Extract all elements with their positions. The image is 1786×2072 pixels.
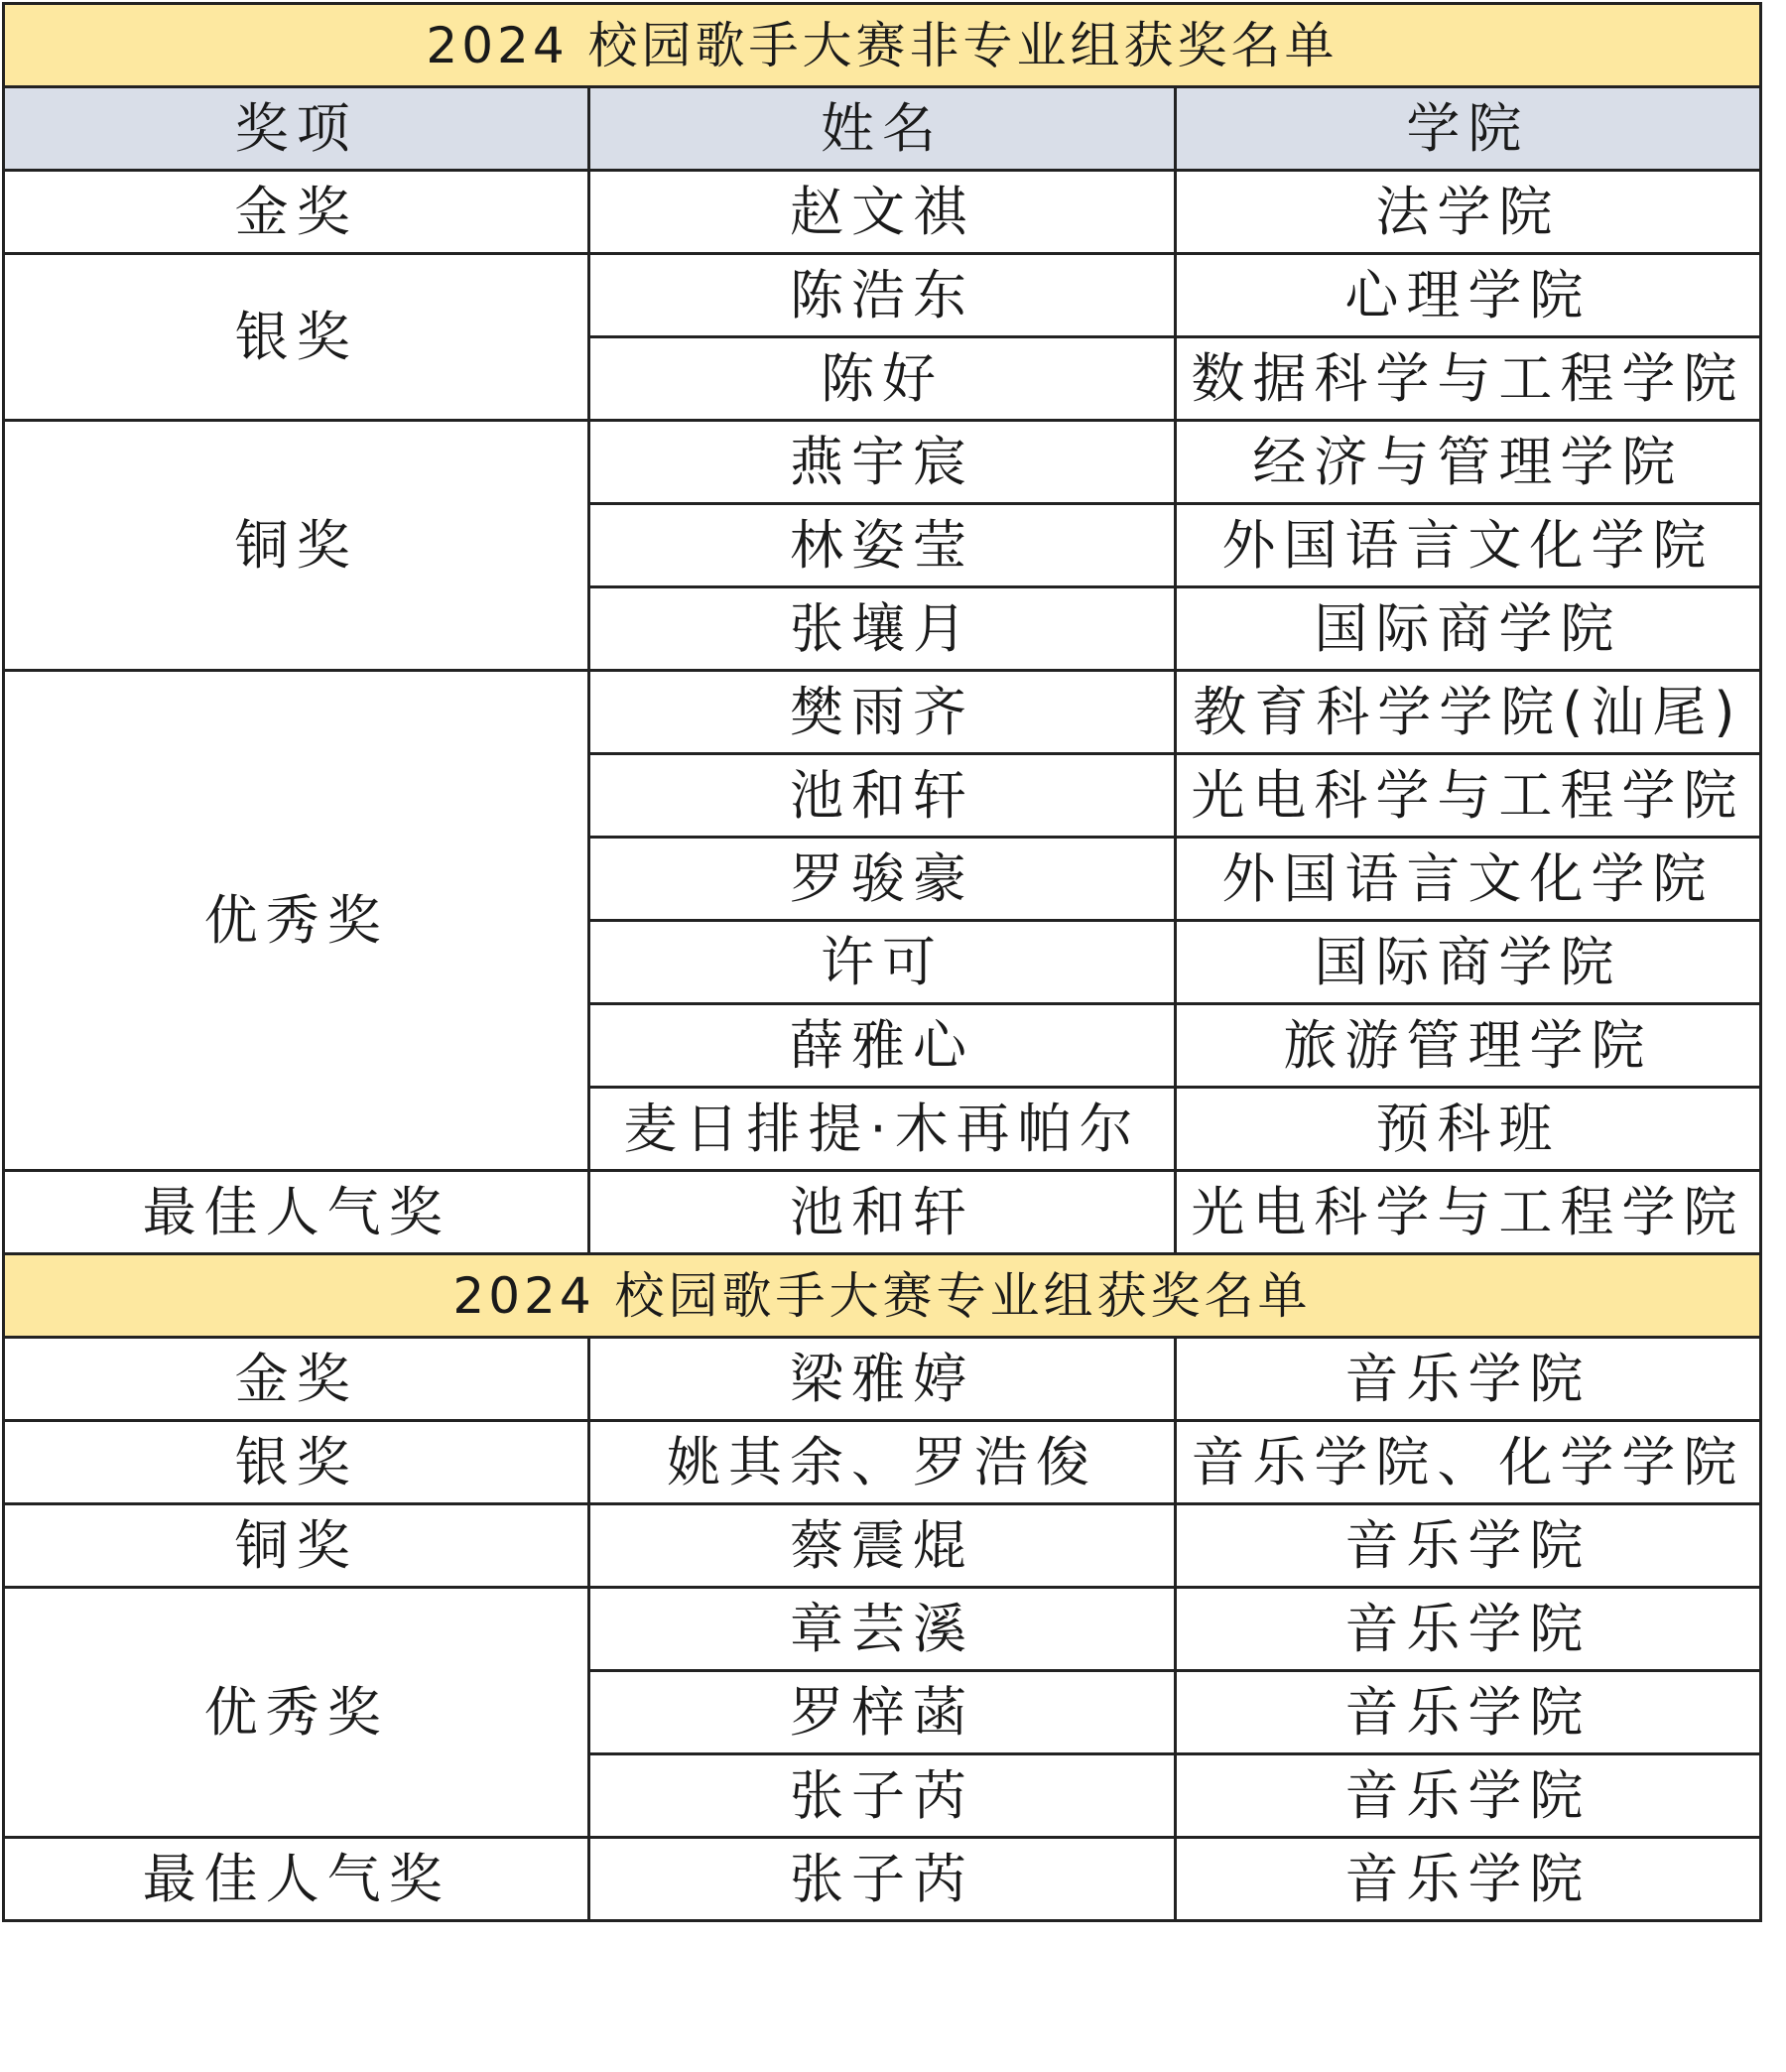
award-cell: 铜奖 [4,1504,589,1588]
name-cell: 姚其余、罗浩俊 [589,1421,1175,1504]
section-title-row [4,1254,1761,1338]
college-cell: 音乐学院 [1175,1671,1760,1754]
name-cell: 张子芮 [589,1754,1175,1838]
award-cell: 优秀奖 [4,671,589,1171]
college-cell: 心理学院 [1175,254,1760,337]
name-cell: 薛雅心 [589,1004,1175,1088]
award-cell: 最佳人气奖 [4,1171,589,1254]
college-cell: 光电科学与工程学院 [1175,1171,1760,1254]
award-cell: 金奖 [4,171,589,254]
award-cell: 最佳人气奖 [4,1838,589,1921]
name-cell: 许可 [589,921,1175,1004]
table-row [4,421,1761,504]
college-cell: 音乐学院 [1175,1754,1760,1838]
table-row [4,1171,1761,1254]
college-cell: 外国语言文化学院 [1175,838,1760,921]
table-row [4,1421,1761,1504]
table-row [4,1588,1761,1671]
column-header-name: 姓名 [589,87,1175,171]
table-body [4,4,1761,1921]
name-cell: 池和轩 [589,1171,1175,1254]
college-cell: 法学院 [1175,171,1760,254]
college-cell: 预科班 [1175,1088,1760,1171]
name-cell: 林姿莹 [589,504,1175,587]
college-cell: 音乐学院 [1175,1588,1760,1671]
college-cell: 国际商学院 [1175,587,1760,671]
name-cell: 罗骏豪 [589,838,1175,921]
college-cell: 音乐学院、化学学院 [1175,1421,1760,1504]
college-cell: 外国语言文化学院 [1175,504,1760,587]
name-cell: 梁雅婷 [589,1338,1175,1421]
name-cell: 罗梓菡 [589,1671,1175,1754]
name-cell: 陈好 [589,337,1175,421]
award-cell: 银奖 [4,1421,589,1504]
college-cell: 音乐学院 [1175,1504,1760,1588]
table-row [4,171,1761,254]
college-cell: 经济与管理学院 [1175,421,1760,504]
college-cell: 旅游管理学院 [1175,1004,1760,1088]
name-cell: 池和轩 [589,754,1175,838]
section-title-row [4,4,1761,87]
name-cell: 赵文祺 [589,171,1175,254]
section-title: 2024 校园歌手大赛专业组获奖名单 [4,1254,1761,1338]
award-cell: 铜奖 [4,421,589,671]
college-cell: 光电科学与工程学院 [1175,754,1760,838]
name-cell: 陈浩东 [589,254,1175,337]
table-row [4,254,1761,337]
name-cell: 麦日排提·木再帕尔 [589,1088,1175,1171]
award-cell: 银奖 [4,254,589,421]
table-row [4,671,1761,754]
column-header-award: 奖项 [4,87,589,171]
table-row [4,1338,1761,1421]
table-row [4,1504,1761,1588]
college-cell: 音乐学院 [1175,1838,1760,1921]
name-cell: 张子芮 [589,1838,1175,1921]
college-cell: 数据科学与工程学院 [1175,337,1760,421]
award-cell: 金奖 [4,1338,589,1421]
name-cell: 燕宇宸 [589,421,1175,504]
award-table [2,2,1762,1922]
section-title: 2024 校园歌手大赛非专业组获奖名单 [4,4,1761,87]
column-header-college: 学院 [1175,87,1760,171]
award-cell: 优秀奖 [4,1588,589,1838]
name-cell: 张壤月 [589,587,1175,671]
college-cell: 教育科学学院(汕尾) [1175,671,1760,754]
college-cell: 音乐学院 [1175,1338,1760,1421]
table-row [4,1838,1761,1921]
column-header-row [4,87,1761,171]
name-cell: 章芸溪 [589,1588,1175,1671]
name-cell: 樊雨齐 [589,671,1175,754]
name-cell: 蔡震焜 [589,1504,1175,1588]
college-cell: 国际商学院 [1175,921,1760,1004]
